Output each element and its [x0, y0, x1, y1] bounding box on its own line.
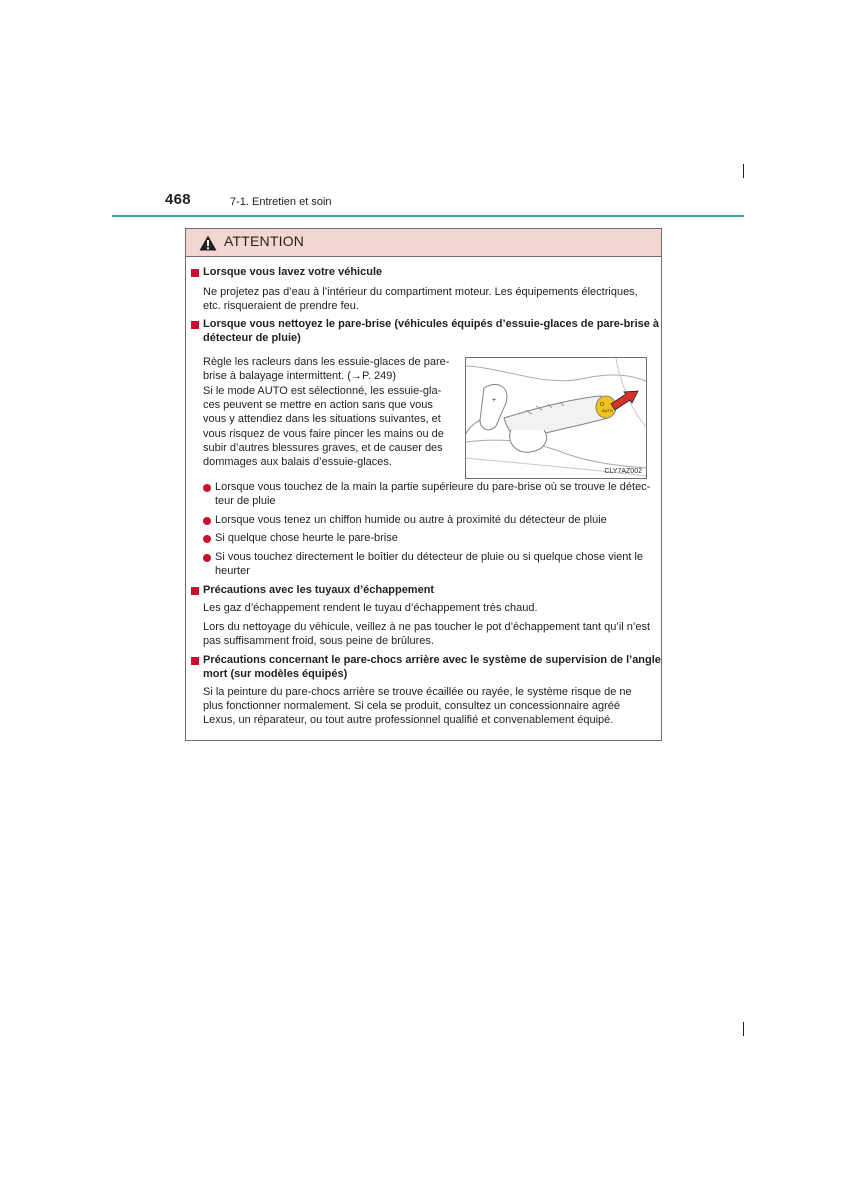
bullet-dot	[203, 535, 211, 543]
crop-mark-top	[743, 164, 744, 178]
body-line: brise à balayage intermittent. (→P. 249)	[203, 370, 397, 382]
body-line: vous y attendiez dans les situations suivantes, et	[203, 413, 441, 425]
header-rule	[112, 215, 744, 217]
page-number: 468	[165, 191, 191, 208]
svg-text:+: +	[492, 397, 497, 404]
body-line: pas suffisamment froid, sous peine de brûlures.	[203, 635, 434, 647]
body-line: Si la peinture du pare-chocs arrière se trouve écaillée ou rayée, le système risque de ne	[203, 686, 632, 698]
warning-title: ATTENTION	[224, 233, 305, 249]
body-line: etc. risqueraient de prendre feu.	[203, 300, 359, 312]
bullet-text: teur de pluie	[215, 495, 276, 507]
section-heading: détecteur de pluie)	[203, 332, 301, 344]
section-heading: mort (sur modèles équipés)	[203, 668, 348, 680]
section-title: 7-1. Entretien et soin	[230, 196, 332, 208]
image-code: CLY7AZ002	[604, 468, 642, 475]
body-line: ces peuvent se mettre en action sans que vous	[203, 399, 433, 411]
red-arrow-icon	[611, 391, 638, 410]
bullet-text: Si vous touchez directement le boîtier du détecteur de pluie ou si quelque chose vient le	[215, 551, 644, 563]
crop-mark-bottom	[743, 1022, 744, 1036]
body-line: plus fonctionner normalement. Si cela se produit, consultez un concessionnaire agréé	[203, 700, 621, 712]
bullet-text: heurter	[215, 565, 250, 577]
bullet-dot	[203, 484, 211, 492]
body-line: Lors du nettoyage du véhicule, veillez à ne pas toucher le pot d’échappement tant qu’il n’est	[203, 621, 651, 633]
bullet-text: Si quelque chose heurte le pare-brise	[215, 532, 398, 544]
section-marker	[191, 587, 199, 595]
body-line: vous risquez de vous faire pincer les mains ou de	[203, 428, 444, 440]
rain-sensor-illustration	[465, 357, 647, 479]
svg-text:O: O	[600, 402, 604, 408]
body-line: subir d’autres blessures graves, et de causer des	[203, 442, 443, 454]
bullet-dot	[203, 554, 211, 562]
svg-text:AUTO: AUTO	[602, 408, 614, 413]
section-marker	[191, 321, 199, 329]
section-heading: Précautions avec les tuyaux d’échappement	[203, 584, 435, 596]
wiper-stalk-drawing	[466, 358, 647, 479]
body-line: Si le mode AUTO est sélectionné, les essuie-gla-	[203, 385, 442, 397]
body-line: Règle les racleurs dans les essuie-glaces de pare-	[203, 356, 450, 368]
section-heading: Lorsque vous nettoyez le pare-brise (véhicules équipés d’essuie-glaces de pare-brise à	[203, 318, 660, 330]
section-marker	[191, 657, 199, 665]
section-heading: Lorsque vous lavez votre véhicule	[203, 266, 383, 278]
section-heading: Précautions concernant le pare-chocs arrière avec le système de supervision de l’angle	[203, 654, 661, 666]
bullet-text: Lorsque vous tenez un chiffon humide ou autre à proximité du détecteur de pluie	[215, 514, 607, 526]
bullet-dot	[203, 517, 211, 525]
body-line: Lexus, un réparateur, ou tout autre professionnel qualifié et convenablement équipé.	[203, 714, 614, 726]
warning-header	[186, 229, 661, 257]
warning-triangle-icon	[199, 235, 217, 251]
body-line: Ne projetez pas d’eau à l’intérieur du compartiment moteur. Les équipements électriques,	[203, 286, 638, 298]
body-line: dommages aux balais d’essuie-glaces.	[203, 456, 392, 468]
bullet-text: Lorsque vous touchez de la main la partie supérieure du pare-brise où se trouve le détec-	[215, 481, 651, 493]
body-line: Les gaz d’échappement rendent le tuyau d’échappement très chaud.	[203, 602, 538, 614]
section-marker	[191, 269, 199, 277]
